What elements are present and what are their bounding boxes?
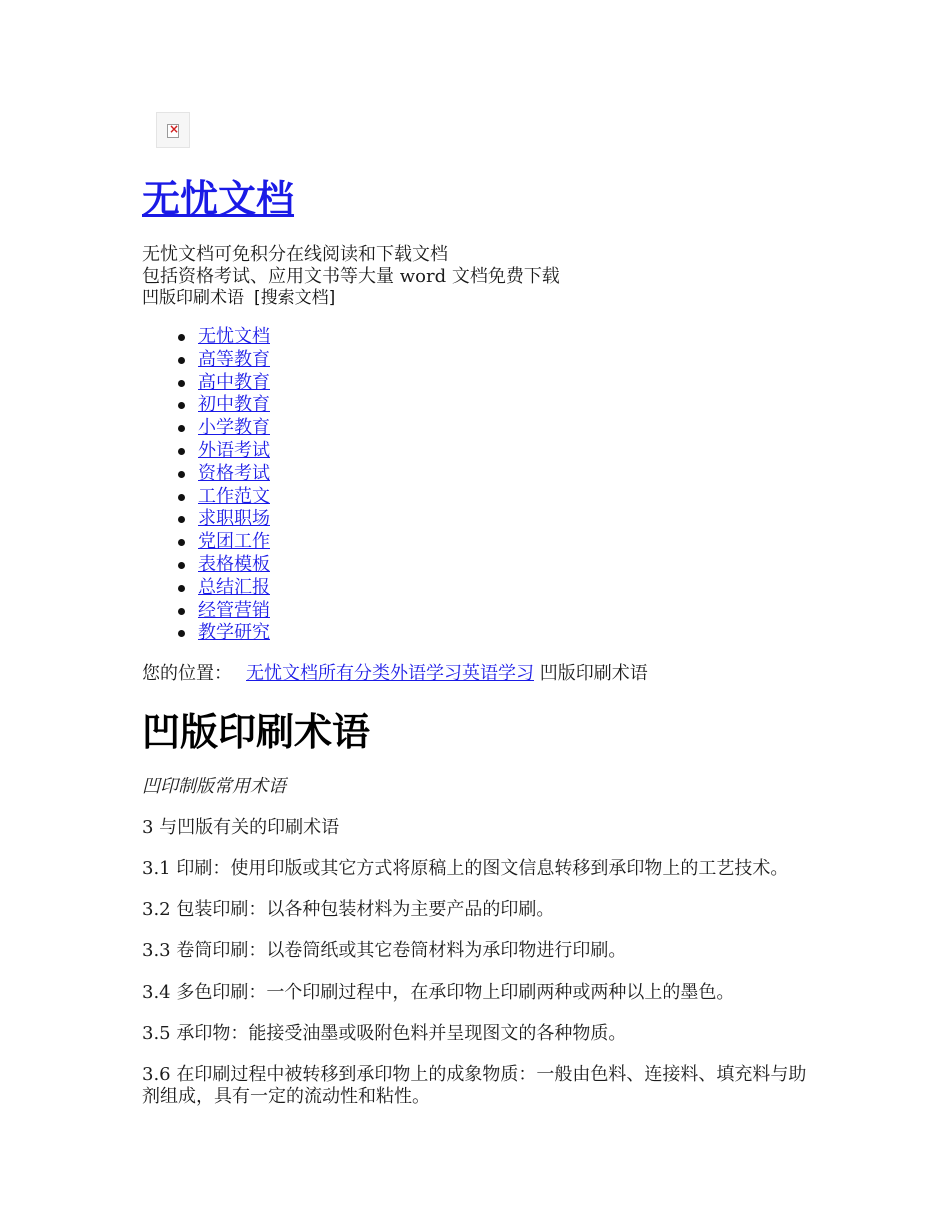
nav-item — [198, 417, 270, 440]
nav-item — [198, 486, 270, 509]
nav-link-career[interactable]: 求职职场 — [198, 508, 270, 530]
nav-link-work-templates[interactable]: 工作范文 — [198, 485, 270, 507]
document-name: 凹版印刷术语 — [142, 288, 244, 308]
nav-item — [198, 531, 270, 554]
breadcrumb-link[interactable]: 无忧文档所有分类外语学习英语学习 — [246, 663, 534, 684]
nav-item — [198, 600, 270, 623]
breadcrumb-current: 凹版印刷术语 — [539, 663, 648, 684]
nav-link-teaching-research[interactable]: 教学研究 — [198, 622, 270, 644]
nav-link-qualification-exams[interactable]: 资格考试 — [198, 462, 270, 484]
article-title: 凹版印刷术语 — [142, 709, 371, 754]
nav-link-form-templates[interactable]: 表格模板 — [198, 553, 270, 575]
article-paragraph: 3.2 包装印刷：以各种包装材料为主要产品的印刷。 — [142, 899, 555, 920]
site-title — [142, 176, 294, 222]
nav-link-wuyou[interactable]: 无忧文档 — [198, 326, 270, 347]
article-subtitle: 凹印制版常用术语 — [142, 776, 286, 797]
nav-item — [198, 372, 270, 395]
article-paragraph: 3.3 卷筒印刷：以卷筒纸或其它卷筒材料为承印物进行印刷。 — [142, 940, 627, 961]
site-intro — [142, 244, 560, 288]
nav-link-summary-reports[interactable]: 总结汇报 — [198, 576, 270, 598]
article-paragraph: 3 与凹版有关的印刷术语 — [142, 817, 340, 838]
article-paragraph: 3.4 多色印刷：一个印刷过程中，在承印物上印刷两种或两种以上的墨色。 — [142, 982, 735, 1003]
document-header — [142, 287, 335, 309]
article-paragraph: 3.6 在印刷过程中被转移到承印物上的成象物质：一般由色料、连接料、填充料与助剂组成，具有一定的流动性和粘性。 — [142, 1064, 807, 1107]
article-paragraph: 3.1 印刷：使用印版或其它方式将原稿上的图文信息转移到承印物上的工艺技术。 — [142, 858, 789, 879]
category-nav — [142, 326, 270, 645]
nav-item — [198, 326, 270, 349]
broken-image-placeholder — [156, 112, 190, 148]
nav-item — [198, 440, 270, 463]
search-documents-link[interactable]: [搜索文档] — [254, 288, 336, 308]
nav-item — [198, 508, 270, 531]
broken-image-icon — [167, 124, 179, 138]
nav-item — [198, 554, 270, 577]
nav-link-management-marketing[interactable]: 经管营销 — [198, 599, 270, 621]
nav-link-party-work[interactable]: 党团工作 — [198, 531, 270, 553]
nav-item — [198, 463, 270, 486]
nav-link-higher-education[interactable]: 高等教育 — [198, 348, 270, 370]
nav-item — [198, 349, 270, 372]
nav-link-primary-school[interactable]: 小学教育 — [198, 417, 270, 439]
breadcrumb — [142, 663, 648, 685]
nav-link-middle-school[interactable]: 初中教育 — [198, 394, 270, 416]
nav-item — [198, 622, 270, 645]
nav-link-high-school[interactable]: 高中教育 — [198, 371, 270, 393]
intro-line-1: 无忧文档可免积分在线阅读和下载文档 — [142, 244, 448, 265]
intro-line-2: 包括资格考试、应用文书等大量 word 文档免费下载 — [142, 266, 560, 287]
site-title-link[interactable]: 无忧文档 — [142, 176, 295, 221]
nav-link-foreign-language-exams[interactable]: 外语考试 — [198, 439, 270, 461]
article-paragraph: 3.5 承印物：能接受油墨或吸附色料并呈现图文的各种物质。 — [142, 1023, 627, 1044]
nav-item — [198, 577, 270, 600]
nav-item — [198, 394, 270, 417]
breadcrumb-label: 您的位置： — [142, 663, 232, 684]
